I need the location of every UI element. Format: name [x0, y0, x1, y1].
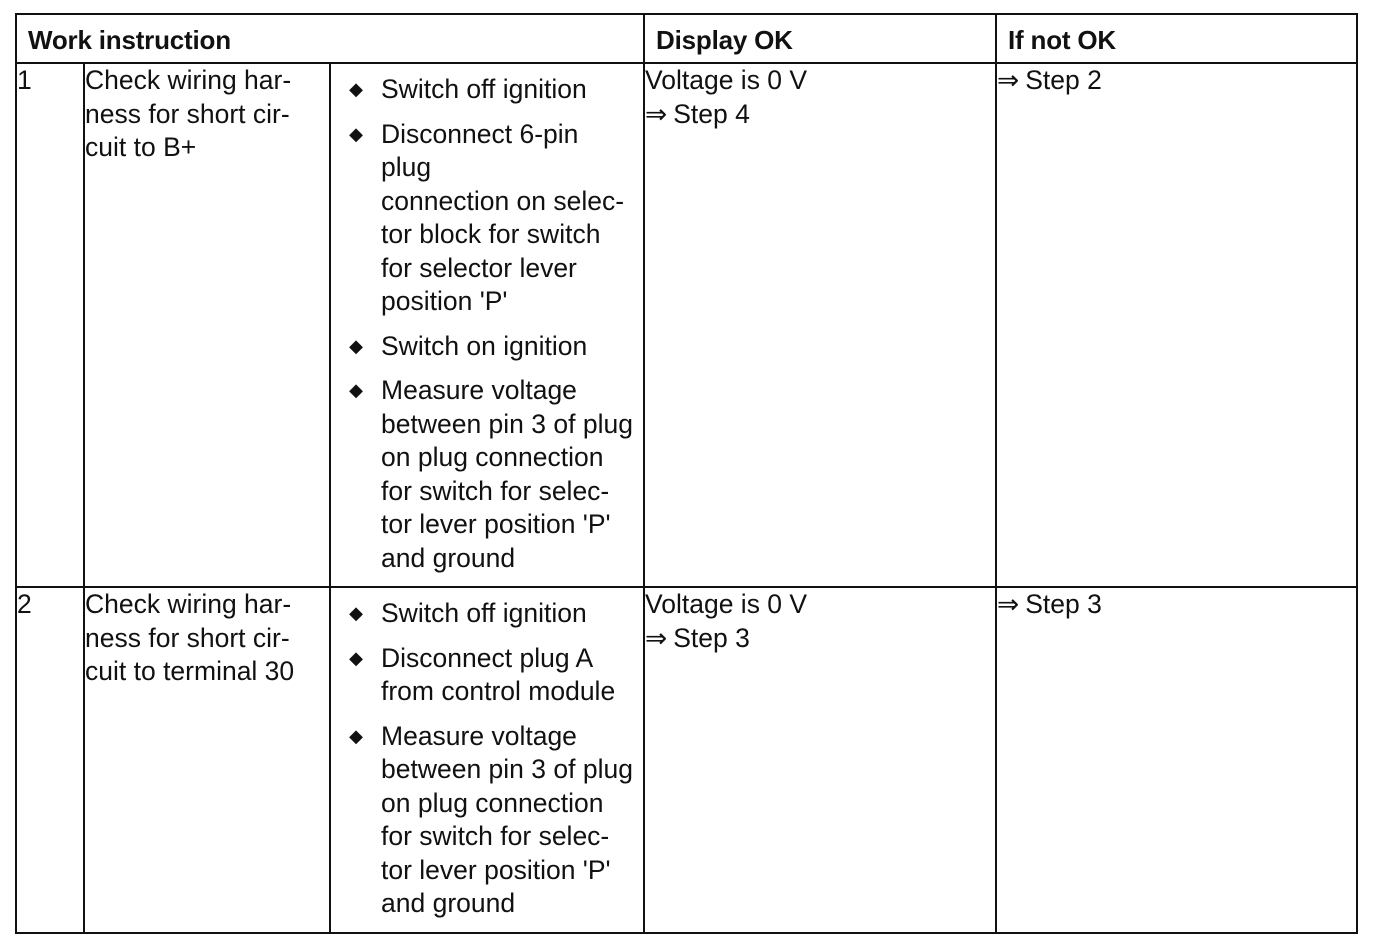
header-display-ok: Display OK — [644, 14, 996, 63]
step-list — [331, 588, 643, 921]
diamond-bullet-icon: ◆ — [349, 380, 363, 400]
check-description — [84, 63, 330, 587]
step-number: 1 — [16, 63, 84, 587]
diamond-bullet-icon: ◆ — [349, 725, 363, 746]
if-not-ok-next — [997, 588, 1356, 622]
check-description — [84, 587, 330, 933]
list-item — [331, 73, 637, 107]
header-work-instruction: Work instruction — [16, 14, 644, 63]
step-text: Switch off ignition — [381, 74, 587, 104]
procedure-steps — [330, 587, 644, 933]
diamond-bullet-icon: ◆ — [349, 335, 363, 356]
next-step-label: Step 4 — [673, 98, 750, 129]
table-row — [16, 587, 1357, 933]
table-header-row — [16, 14, 1357, 63]
list-item — [331, 597, 637, 631]
procedure-steps — [330, 63, 644, 587]
table-row — [16, 63, 1357, 587]
if-not-ok-cell — [996, 587, 1357, 933]
double-arrow-right-icon: ⇒ — [645, 622, 668, 653]
check-text: Check wiring har- ness for short cir- cuit to terminal 30 — [85, 589, 295, 686]
diamond-bullet-icon: ◆ — [349, 603, 363, 623]
display-ok-result: Voltage is 0 V — [645, 65, 808, 95]
step-number: 2 — [16, 587, 84, 933]
next-step-label: Step 3 — [1025, 589, 1102, 619]
list-item — [331, 118, 637, 319]
next-step-label: Step 3 — [673, 622, 750, 653]
display-ok-next — [645, 622, 995, 656]
list-item — [331, 330, 637, 364]
list-item — [331, 720, 637, 921]
step-text: Disconnect 6-pin plug connection on selec- tor block for switch for selector lever position 'P' — [381, 118, 625, 316]
next-step-label: Step 2 — [1025, 65, 1102, 95]
work-instruction-table — [15, 13, 1358, 934]
step-text: Measure voltage between pin 3 of plug on plug connection for switch for selec- tor lever position 'P' and ground — [381, 720, 633, 918]
step-text: Disconnect plug A from control module — [381, 642, 616, 706]
diamond-bullet-icon: ◆ — [349, 123, 363, 144]
double-arrow-right-icon: ⇒ — [997, 65, 1020, 95]
list-item — [331, 642, 637, 709]
if-not-ok-next — [997, 64, 1356, 98]
double-arrow-right-icon: ⇒ — [645, 98, 668, 129]
step-text: Switch on ignition — [381, 330, 588, 361]
double-arrow-right-icon: ⇒ — [997, 589, 1020, 619]
if-not-ok-cell — [996, 63, 1357, 587]
step-text: Measure voltage between pin 3 of plug on plug connection for switch for selec- tor lever position 'P' and ground — [381, 375, 633, 573]
display-ok-next — [645, 98, 995, 132]
display-ok-cell — [644, 63, 996, 587]
diamond-bullet-icon: ◆ — [349, 647, 363, 668]
step-list — [331, 64, 643, 575]
check-text: Check wiring har- ness for short cir- cuit to B+ — [85, 65, 292, 162]
display-ok-result: Voltage is 0 V — [645, 589, 808, 619]
step-text: Switch off ignition — [381, 598, 587, 628]
header-if-not-ok: If not OK — [996, 14, 1357, 63]
list-item — [331, 374, 637, 575]
diamond-bullet-icon: ◆ — [349, 79, 363, 99]
display-ok-cell — [644, 587, 996, 933]
